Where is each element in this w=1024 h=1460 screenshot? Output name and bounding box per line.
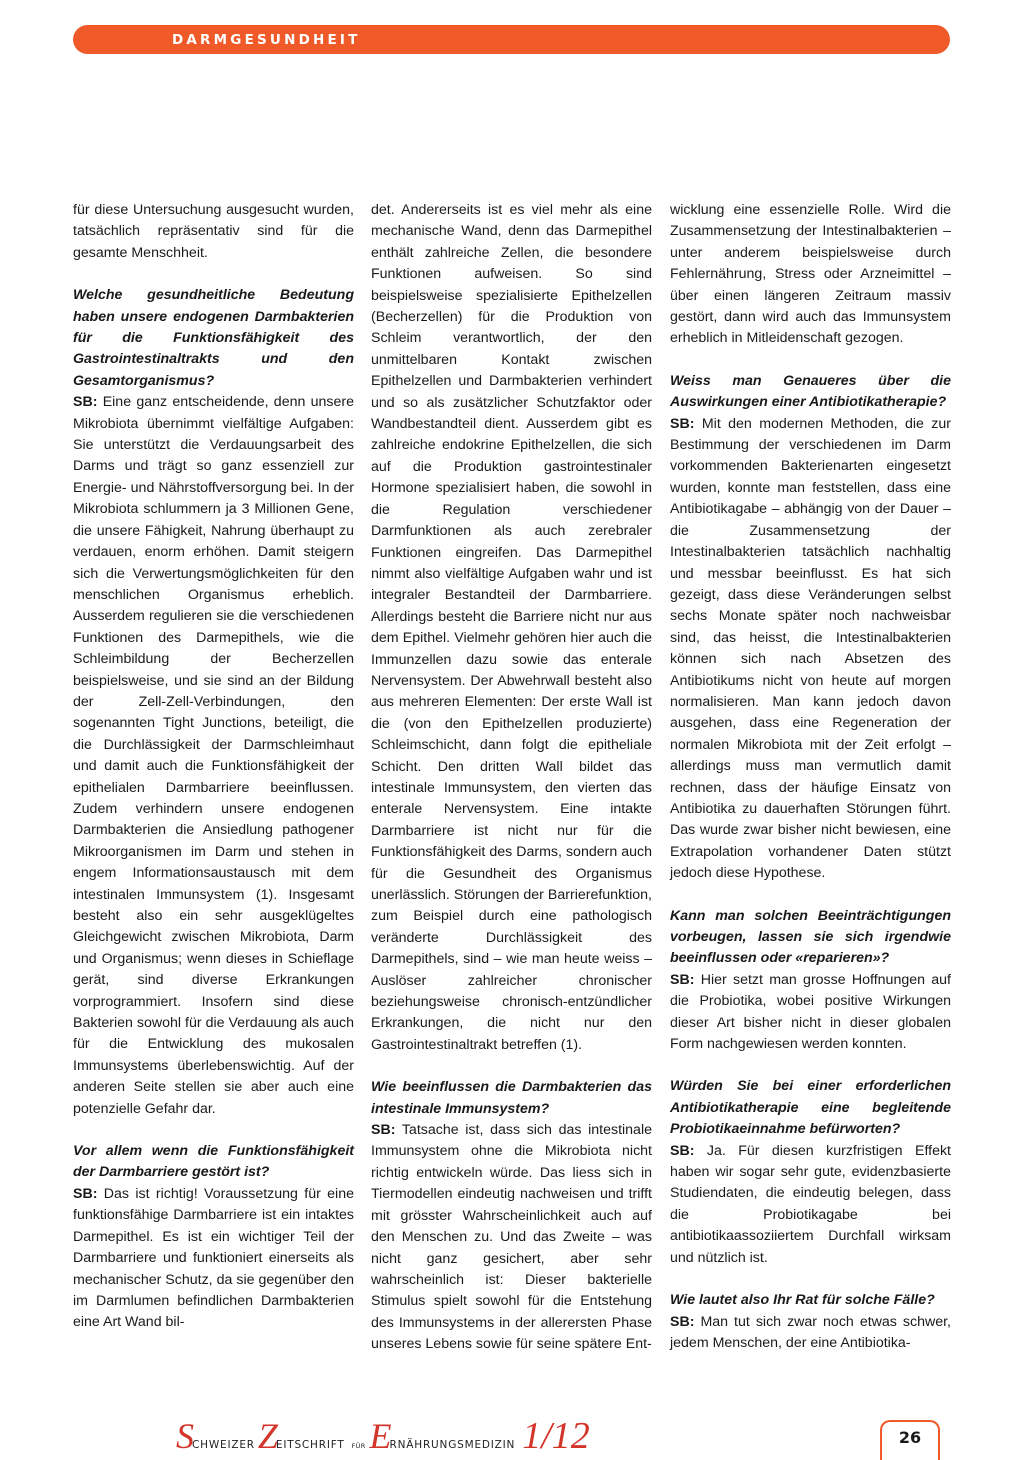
answer-text: Eine ganz entscheidende, denn unsere Mikrobiota übernimmt vielfältige Aufgaben: Sie unterstützt die Verdauungsarbeit des Darms und trägt so ganz essenziell zur Energie- und Nährstoffversorgung bei. In der Mikrobiota schlummern ja 3 Millionen Gene, die unsere Fähigkeit, Nahrung überhaupt zu verdauen, enorm erhöhen. Damit steigern sich die Verwertungsmöglichkeiten für den menschlichen Organismus erheblich. Ausserdem regulieren sie die verschiedenen Funktionen des Darmepithels, wie die Schleimbildung der Becherzellen beispielsweise, und sie sind an der Bildung der Zell-Zell-Verbindungen, den sogenannten Tight Junctions, beteiligt, die die Durchlässigkeit der Darmschleimhaut und damit auch die Funktionsfähigkeit der epithelialen Darmbarriere beeinflussen. Zudem verhindern unsere endogenen Darmbakterien die Ansiedlung pathogener Mikroorganismen im Darm und stehen in engem Informationsaustausch mit dem intestinalen Immunsystem (1). Insgesamt besteht also ein sehr ausgeklügeltes Gleichgewicht zwischen Mikrobiota, Darm und Organismus; wenn dieses in Schieflage gerät, sind diverse Erkrankungen vorprogrammiert. Insofern sind diese Bakterien sowohl für die Verdauung als auch für die Entwicklung des mukosalen Immunsystems überlebenswichtig. Auf der anderen Seite stellen sie aber auch eine potenzielle Gefahr dar. (73, 394, 354, 1117)
answer-text: Man tut sich zwar noch etwas schwer, jedem Menschen, der eine Antibiotika- (670, 1313, 951, 1351)
interview-answer (73, 1184, 354, 1334)
logo-word-zeitschrift: EITSCHRIFT (275, 1439, 345, 1451)
body-paragraph: wicklung eine essenzielle Rolle. Wird die Zusammensetzung der Intestinalbakterien – unter anderem beispielsweise durch Fehlernährung, Stress oder Arzneimittel – über einen längeren Zeitraum massiv gestört, dann wird auch das Immunsystem erheblich in Mitleidenschaft gezogen. (670, 202, 951, 347)
footer (0, 1410, 1024, 1457)
paragraph-spacer (371, 1056, 652, 1077)
section-title: DARMGESUNDHEIT (172, 32, 361, 48)
speaker-label: SB: (670, 1142, 695, 1159)
paragraph-spacer (670, 1055, 951, 1076)
text-column-2 (371, 200, 652, 1356)
interview-answer (73, 392, 354, 1120)
page-number: 26 (898, 1428, 922, 1447)
answer-text: Mit den modernen Methoden, die zur Bestimmung der verschiedenen im Darm vorkommenden Bakterienarten eingesetzt wurden, konnte man feststellen, dass eine Antibiotikagabe – abhängig von der Dauer – die Zusammensetzung der Intestinalbakterien tatsächlich nachhaltig und messbar beeinflusst. Es hat sich gezeigt, dass diese Veränderungen selbst sechs Monate später noch nachweisbar sind, das heisst, die Intestinalbakterien können sich nach Absetzen des Antibiotikums nicht von heute auf morgen normalisieren. Man kann jedoch davon ausgehen, dass eine Regeneration der normalen Mikrobiota mit der Zeit erfolgt – allerdings muss man vermutlich damit rechnen, dass der häufige Einsatz von Antibiotika zu dauerhaften Störungen führt. Das wurde zwar bisher nicht bewiesen, eine Extrapolation vorhandener Daten stützt jedoch diese Hypothese. (670, 415, 951, 882)
logo-word-schweizer: CHWEIZER (192, 1439, 255, 1451)
issue-number: 1/12 (522, 1415, 590, 1457)
interview-question: Welche gesundheitliche Bedeutung haben unsere endogenen Darmbakterien für die Funktionsfähigkeit des Gastrointestinaltrakts und den Gesamtorganismus? (73, 287, 354, 389)
interview-question: Kann man solchen Beeinträchtigungen vorbeugen, lassen sie sich irgendwie beeinflussen oder «reparieren»? (670, 907, 951, 967)
logo-letter-z: Z (257, 1416, 278, 1456)
paragraph-spacer (73, 1120, 354, 1141)
body-paragraph: für diese Untersuchung ausgesucht wurden, tatsächlich repräsentativ sind für die gesamte Menschheit. (73, 202, 354, 261)
interview-question: Würden Sie bei einer erforderlichen Antibiotikatherapie eine begleitende Probiotikaeinnahme befürworten? (670, 1078, 951, 1138)
speaker-label: SB: (670, 415, 695, 432)
interview-question: Wie lautet also Ihr Rat für solche Fälle? (670, 1292, 935, 1309)
paragraph-spacer (670, 350, 951, 371)
interview-answer (670, 970, 951, 1056)
interview-question: Wie beeinflussen die Darmbakterien das intestinale Immunsystem? (371, 1079, 652, 1117)
paragraph-spacer (670, 885, 951, 906)
answer-text: Tatsache ist, dass sich das intestinale Immunsystem ohne die Mikrobiota nicht richtig entwickeln würde. Das liess sich in Tiermodellen eindeutig nachweisen und trifft mit grösster Wahrscheinlichkeit auch auf den Menschen zu. Und das Zweite – was nicht ganz gesichert, aber sehr wahrscheinlich ist: Dieser bakterielle Stimulus spielt sowohl für die Entstehung des Immunsystems in der allerersten Phase unseres Lebens sowie für seine spätere Ent- (371, 1122, 652, 1353)
speaker-label: SB: (670, 971, 695, 988)
answer-text: Das ist richtig! Voraussetzung für eine funktionsfähige Darmbarriere ist ein intaktes Darmepithel. Es ist ein wichtiger Teil der Darmbarriere und funktioniert einerseits als mechanischer Schutz, da sie gegenüber den im Darmlumen befindlichen Darmbakterien eine Art Wand bil- (73, 1185, 354, 1331)
interview-answer (670, 414, 951, 885)
logo-word-ernaehrungsmedizin: RNÄHRUNGSMEDIZIN (389, 1439, 516, 1451)
answer-text: Hier setzt man grosse Hoffnungen auf die Probiotika, wobei positive Wirkungen dieser Art bisher nicht in dieser globalen Form nachgewiesen werden konnten. (670, 971, 951, 1053)
interview-question: Vor allem wenn die Funktionsfähigkeit der Darmbarriere gestört ist? (73, 1143, 354, 1181)
text-column-3 (670, 200, 951, 1354)
page-number-tab (880, 1420, 940, 1460)
logo-letter-e: E (369, 1416, 392, 1456)
interview-answer (670, 1141, 951, 1269)
interview-answer (670, 1312, 951, 1355)
speaker-label: SB: (73, 1185, 98, 1202)
interview-answer (371, 1120, 652, 1355)
logo-word-fuer: FÜR (351, 1442, 366, 1450)
journal-logo (176, 1414, 590, 1457)
answer-text: Ja. Für diesen kurzfristigen Effekt haben wir sogar sehr gute, evidenzbasierte Studiendaten, die eindeutig belegen, dass die Probiotikagabe bei antibiotikaassoziiertem Durchfall wirksam und nützlich ist. (670, 1142, 951, 1266)
header-bar (73, 25, 950, 54)
speaker-label: SB: (73, 394, 98, 411)
speaker-label: SB: (371, 1122, 396, 1139)
logo-letter-s: S (176, 1416, 194, 1456)
paragraph-spacer (73, 264, 354, 285)
paragraph-spacer (670, 1269, 951, 1290)
text-column-1 (73, 200, 354, 1334)
interview-question: Weiss man Genaueres über die Auswirkungen einer Antibiotikatherapie? (670, 372, 951, 411)
speaker-label: SB: (670, 1313, 695, 1330)
body-paragraph: det. Andererseits ist es viel mehr als eine mechanische Wand, denn das Darmepithel enthält zahlreiche Zellen, die besondere Funktionen aufweisen. So sind beispielsweise spezialisierte Epithelzellen (Becherzellen) für die Produktion von Schleim verantwortlich, der den unmittelbaren Kontakt zwischen Epithelzellen und Darmbakterien verhindert und so als zusätzlicher Schutzfaktor oder Wandbestandteil dient. Ausserdem gibt es zahlreiche endokrine Epithelzellen, die sich auf die Produktion gastrointestinaler Hormone spezialisiert haben, die sowohl in die Regulation verschiedener Darmfunktionen als auch zerebraler Funktionen eingreifen. Das Darmepithel nimmt also vielfältige Aufgaben wahr und ist integraler Bestandteil der Darmbarriere. Allerdings besteht die Barriere nicht nur aus dem Epithel. Vielmehr gehören hier auch die Immunzellen dazu sowie das enterale Nervensystem. Der Abwehrwall besteht also aus mehreren Elementen: Der erste Wall ist die (von den Epithelzellen produzierte) Schleimschicht, dann folgt die epitheliale Schicht. Den dritten Wall bildet das intestinale Immunsystem, den vierten das enterale Nervensystem. Eine intakte Darmbarriere ist nicht nur für die Funktionsfähigkeit des Darms, sondern auch für die Gesundheit des Organismus unerlässlich. Störungen der Barrierefunktion, zum Beispiel durch eine pathologisch veränderte Durchlässigkeit des Darmepithels, sind – wie man heute weiss – Auslöser zahlreicher chronischer beziehungsweise chronisch-entzündlicher Erkrankungen, die nicht nur den Gastrointestinaltrakt betreffen (1). (371, 202, 652, 1053)
